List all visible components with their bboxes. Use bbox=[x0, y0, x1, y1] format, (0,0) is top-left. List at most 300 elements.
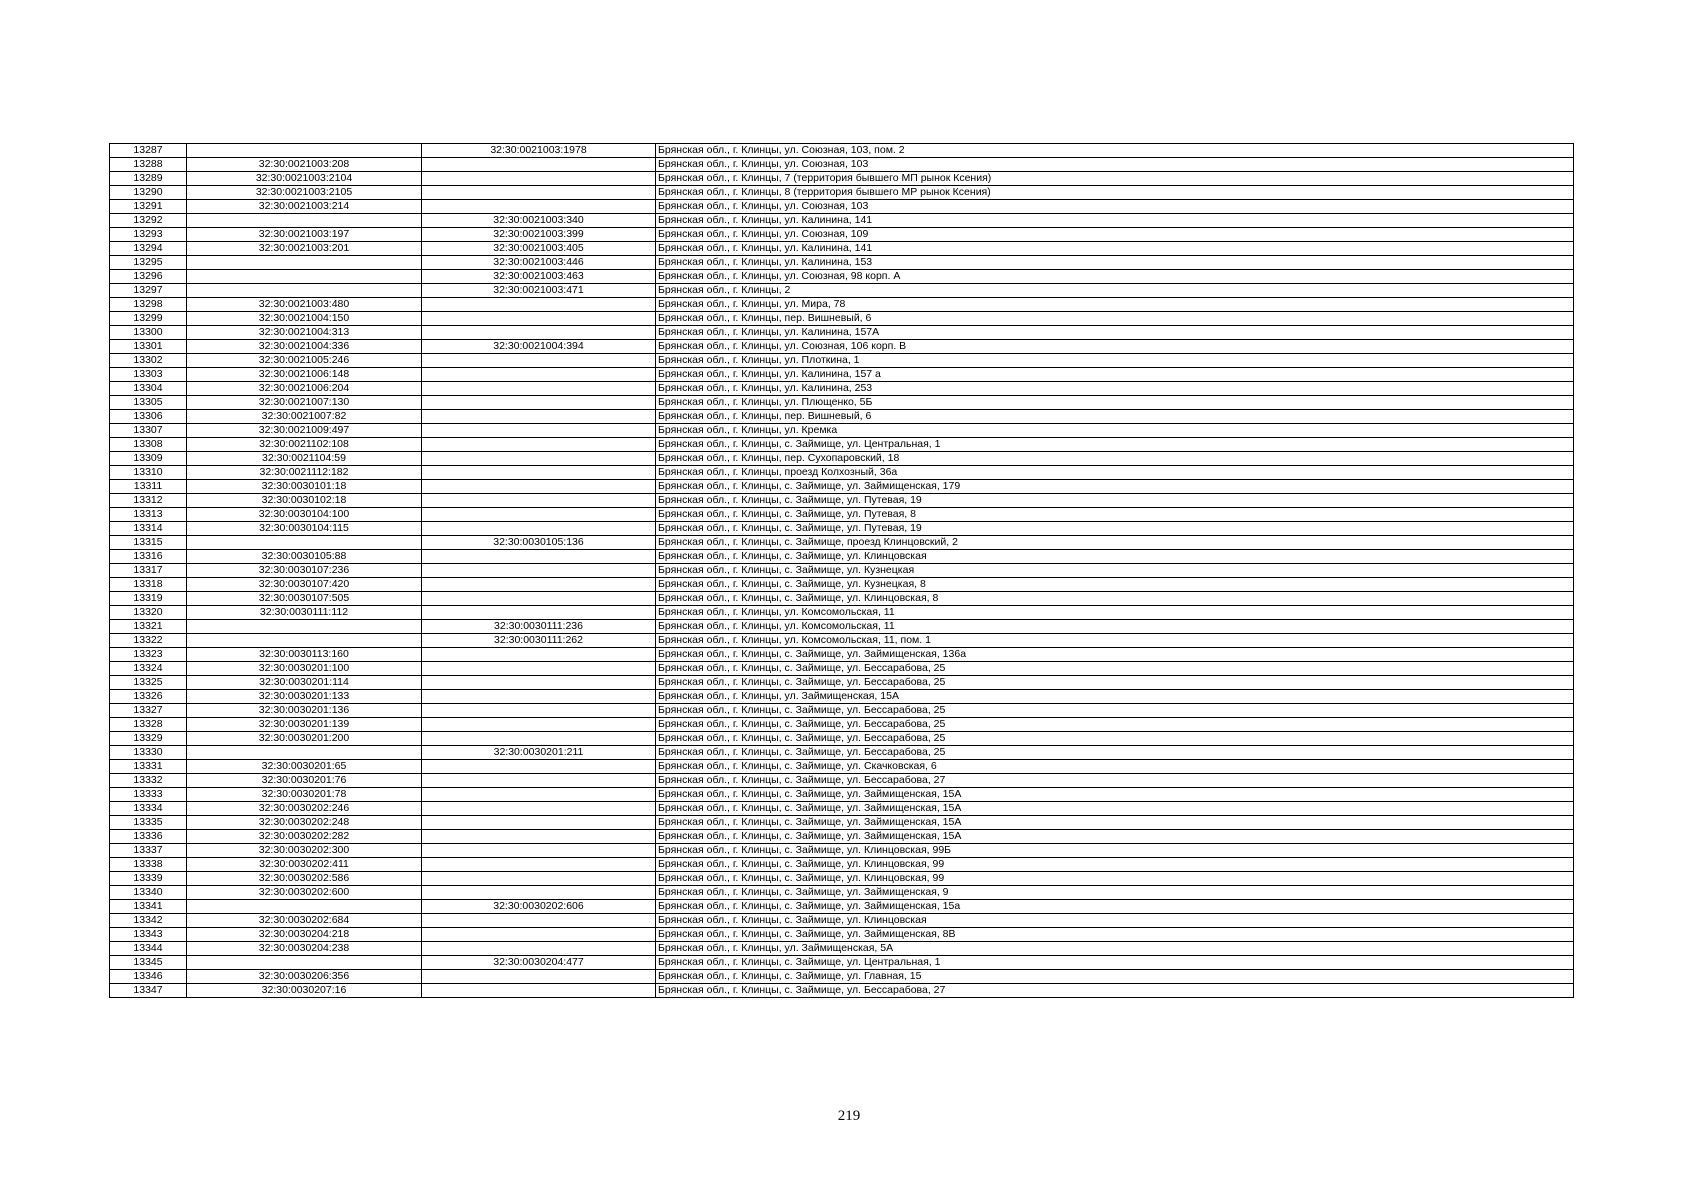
address-cell: Брянская обл., г. Клинцы, 7 (территория бывшего МП рынок Ксения) bbox=[656, 172, 1574, 186]
row-number-cell: 13298 bbox=[110, 298, 187, 312]
cadastral-number-cell: 32:30:0021003:480 bbox=[187, 298, 422, 312]
address-cell: Брянская обл., г. Клинцы, с. Займище, ул. Бессарабова, 25 bbox=[656, 718, 1574, 732]
row-number-cell: 13307 bbox=[110, 424, 187, 438]
address-cell: Брянская обл., г. Клинцы, с. Займище, ул. Займищенская, 15А bbox=[656, 802, 1574, 816]
table-row bbox=[110, 774, 1574, 788]
building-cadastral-number-cell bbox=[422, 760, 656, 774]
building-cadastral-number-cell: 32:30:0021003:471 bbox=[422, 284, 656, 298]
address-cell: Брянская обл., г. Клинцы, с. Займище, ул. Бессарабова, 27 bbox=[656, 774, 1574, 788]
address-cell: Брянская обл., г. Клинцы, с. Займище, ул. Займищенская, 15а bbox=[656, 900, 1574, 914]
table-row bbox=[110, 368, 1574, 382]
building-cadastral-number-cell bbox=[422, 326, 656, 340]
table-row bbox=[110, 242, 1574, 256]
cadastral-number-cell: 32:30:0030113:160 bbox=[187, 648, 422, 662]
row-number-cell: 13303 bbox=[110, 368, 187, 382]
table-row bbox=[110, 676, 1574, 690]
address-cell: Брянская обл., г. Клинцы, ул. Плющенко, 5Б bbox=[656, 396, 1574, 410]
address-cell: Брянская обл., г. Клинцы, пер. Сухопаровский, 18 bbox=[656, 452, 1574, 466]
table-row bbox=[110, 956, 1574, 970]
table-row bbox=[110, 508, 1574, 522]
building-cadastral-number-cell bbox=[422, 858, 656, 872]
address-cell: Брянская обл., г. Клинцы, с. Займище, ул. Клинцовская bbox=[656, 550, 1574, 564]
cadastral-number-cell bbox=[187, 634, 422, 648]
registry-table-body bbox=[110, 144, 1574, 998]
address-cell: Брянская обл., г. Клинцы, с. Займище, ул. Займищенская, 15А bbox=[656, 788, 1574, 802]
table-row bbox=[110, 648, 1574, 662]
row-number-cell: 13295 bbox=[110, 256, 187, 270]
address-cell: Брянская обл., г. Клинцы, с. Займище, ул. Бессарабова, 25 bbox=[656, 704, 1574, 718]
address-cell: Брянская обл., г. Клинцы, с. Займище, ул. Займищенская, 9 bbox=[656, 886, 1574, 900]
address-cell: Брянская обл., г. Клинцы, с. Займище, ул. Кузнецкая, 8 bbox=[656, 578, 1574, 592]
row-number-cell: 13343 bbox=[110, 928, 187, 942]
building-cadastral-number-cell: 32:30:0021003:405 bbox=[422, 242, 656, 256]
building-cadastral-number-cell bbox=[422, 382, 656, 396]
row-number-cell: 13305 bbox=[110, 396, 187, 410]
building-cadastral-number-cell bbox=[422, 732, 656, 746]
cadastral-number-cell: 32:30:0030107:236 bbox=[187, 564, 422, 578]
cadastral-number-cell: 32:30:0030201:139 bbox=[187, 718, 422, 732]
row-number-cell: 13330 bbox=[110, 746, 187, 760]
row-number-cell: 13320 bbox=[110, 606, 187, 620]
address-cell: Брянская обл., г. Клинцы, с. Займище, проезд Клинцовский, 2 bbox=[656, 536, 1574, 550]
cadastral-number-cell bbox=[187, 214, 422, 228]
address-cell: Брянская обл., г. Клинцы, 8 (территория бывшего МР рынок Ксения) bbox=[656, 186, 1574, 200]
row-number-cell: 13310 bbox=[110, 466, 187, 480]
row-number-cell: 13346 bbox=[110, 970, 187, 984]
cadastral-number-cell bbox=[187, 620, 422, 634]
building-cadastral-number-cell bbox=[422, 984, 656, 998]
building-cadastral-number-cell bbox=[422, 522, 656, 536]
row-number-cell: 13342 bbox=[110, 914, 187, 928]
address-cell: Брянская обл., г. Клинцы, ул. Союзная, 106 корп. В bbox=[656, 340, 1574, 354]
building-cadastral-number-cell: 32:30:0021003:1978 bbox=[422, 144, 656, 158]
building-cadastral-number-cell bbox=[422, 606, 656, 620]
cadastral-number-cell: 32:30:0030107:420 bbox=[187, 578, 422, 592]
address-cell: Брянская обл., г. Клинцы, ул. Калинина, 157А bbox=[656, 326, 1574, 340]
table-row bbox=[110, 928, 1574, 942]
table-row bbox=[110, 872, 1574, 886]
building-cadastral-number-cell bbox=[422, 466, 656, 480]
building-cadastral-number-cell bbox=[422, 816, 656, 830]
building-cadastral-number-cell bbox=[422, 872, 656, 886]
building-cadastral-number-cell: 32:30:0030202:606 bbox=[422, 900, 656, 914]
cadastral-number-cell bbox=[187, 144, 422, 158]
table-row bbox=[110, 606, 1574, 620]
building-cadastral-number-cell bbox=[422, 648, 656, 662]
address-cell: Брянская обл., г. Клинцы, с. Займище, ул. Путевая, 19 bbox=[656, 494, 1574, 508]
cadastral-number-cell: 32:30:0021003:2104 bbox=[187, 172, 422, 186]
address-cell: Брянская обл., г. Клинцы, с. Займище, ул. Клинцовская, 99Б bbox=[656, 844, 1574, 858]
building-cadastral-number-cell bbox=[422, 452, 656, 466]
address-cell: Брянская обл., г. Клинцы, ул. Калинина, 153 bbox=[656, 256, 1574, 270]
address-cell: Брянская обл., г. Клинцы, с. Займище, ул. Бессарабова, 25 bbox=[656, 746, 1574, 760]
building-cadastral-number-cell bbox=[422, 802, 656, 816]
building-cadastral-number-cell bbox=[422, 172, 656, 186]
row-number-cell: 13326 bbox=[110, 690, 187, 704]
address-cell: Брянская обл., г. Клинцы, ул. Калинина, 157 а bbox=[656, 368, 1574, 382]
cadastral-number-cell: 32:30:0021112:182 bbox=[187, 466, 422, 480]
row-number-cell: 13304 bbox=[110, 382, 187, 396]
row-number-cell: 13308 bbox=[110, 438, 187, 452]
cadastral-number-cell: 32:30:0030104:115 bbox=[187, 522, 422, 536]
table-row bbox=[110, 396, 1574, 410]
building-cadastral-number-cell bbox=[422, 662, 656, 676]
table-row bbox=[110, 340, 1574, 354]
table-row bbox=[110, 452, 1574, 466]
cadastral-number-cell: 32:30:0021007:82 bbox=[187, 410, 422, 424]
address-cell: Брянская обл., г. Клинцы, с. Займище, ул. Бессарабова, 25 bbox=[656, 732, 1574, 746]
table-row bbox=[110, 200, 1574, 214]
address-cell: Брянская обл., г. Клинцы, с. Займище, ул. Займищенская, 15А bbox=[656, 816, 1574, 830]
table-row bbox=[110, 788, 1574, 802]
address-cell: Брянская обл., г. Клинцы, с. Займище, ул. Бессарабова, 27 bbox=[656, 984, 1574, 998]
row-number-cell: 13316 bbox=[110, 550, 187, 564]
address-cell: Брянская обл., г. Клинцы, пер. Вишневый, 6 bbox=[656, 312, 1574, 326]
building-cadastral-number-cell bbox=[422, 718, 656, 732]
row-number-cell: 13318 bbox=[110, 578, 187, 592]
table-row bbox=[110, 256, 1574, 270]
building-cadastral-number-cell: 32:30:0021003:463 bbox=[422, 270, 656, 284]
table-row bbox=[110, 298, 1574, 312]
building-cadastral-number-cell bbox=[422, 298, 656, 312]
building-cadastral-number-cell bbox=[422, 354, 656, 368]
row-number-cell: 13338 bbox=[110, 858, 187, 872]
table-row bbox=[110, 466, 1574, 480]
building-cadastral-number-cell: 32:30:0030105:136 bbox=[422, 536, 656, 550]
cadastral-number-cell: 32:30:0021003:214 bbox=[187, 200, 422, 214]
row-number-cell: 13336 bbox=[110, 830, 187, 844]
row-number-cell: 13301 bbox=[110, 340, 187, 354]
cadastral-number-cell: 32:30:0021006:148 bbox=[187, 368, 422, 382]
property-registry-table bbox=[109, 143, 1574, 998]
building-cadastral-number-cell bbox=[422, 508, 656, 522]
cadastral-number-cell: 32:30:0030206:356 bbox=[187, 970, 422, 984]
table-row bbox=[110, 494, 1574, 508]
table-row bbox=[110, 886, 1574, 900]
cadastral-number-cell: 32:30:0030201:65 bbox=[187, 760, 422, 774]
building-cadastral-number-cell bbox=[422, 158, 656, 172]
building-cadastral-number-cell bbox=[422, 424, 656, 438]
address-cell: Брянская обл., г. Клинцы, ул. Займищенская, 15А bbox=[656, 690, 1574, 704]
building-cadastral-number-cell bbox=[422, 410, 656, 424]
cadastral-number-cell: 32:30:0021003:2105 bbox=[187, 186, 422, 200]
address-cell: Брянская обл., г. Клинцы, пер. Вишневый, 6 bbox=[656, 410, 1574, 424]
table-row bbox=[110, 662, 1574, 676]
row-number-cell: 13312 bbox=[110, 494, 187, 508]
row-number-cell: 13323 bbox=[110, 648, 187, 662]
row-number-cell: 13291 bbox=[110, 200, 187, 214]
table-row bbox=[110, 270, 1574, 284]
cadastral-number-cell: 32:30:0021003:197 bbox=[187, 228, 422, 242]
table-row bbox=[110, 900, 1574, 914]
cadastral-number-cell: 32:30:0021004:150 bbox=[187, 312, 422, 326]
building-cadastral-number-cell bbox=[422, 550, 656, 564]
cadastral-number-cell bbox=[187, 270, 422, 284]
building-cadastral-number-cell bbox=[422, 578, 656, 592]
table-row bbox=[110, 480, 1574, 494]
cadastral-number-cell bbox=[187, 746, 422, 760]
building-cadastral-number-cell bbox=[422, 886, 656, 900]
building-cadastral-number-cell: 32:30:0021003:446 bbox=[422, 256, 656, 270]
building-cadastral-number-cell bbox=[422, 592, 656, 606]
row-number-cell: 13289 bbox=[110, 172, 187, 186]
row-number-cell: 13331 bbox=[110, 760, 187, 774]
row-number-cell: 13347 bbox=[110, 984, 187, 998]
address-cell: Брянская обл., г. Клинцы, с. Займище, ул. Клинцовская, 8 bbox=[656, 592, 1574, 606]
address-cell: Брянская обл., г. Клинцы, ул. Союзная, 109 bbox=[656, 228, 1574, 242]
table-row bbox=[110, 984, 1574, 998]
cadastral-number-cell: 32:30:0030105:88 bbox=[187, 550, 422, 564]
table-row bbox=[110, 438, 1574, 452]
building-cadastral-number-cell bbox=[422, 774, 656, 788]
cadastral-number-cell: 32:30:0030202:600 bbox=[187, 886, 422, 900]
building-cadastral-number-cell bbox=[422, 312, 656, 326]
address-cell: Брянская обл., г. Клинцы, с. Займище, ул. Путевая, 19 bbox=[656, 522, 1574, 536]
table-row bbox=[110, 732, 1574, 746]
address-cell: Брянская обл., г. Клинцы, проезд Колхозный, 36а bbox=[656, 466, 1574, 480]
row-number-cell: 13328 bbox=[110, 718, 187, 732]
cadastral-number-cell: 32:30:0030107:505 bbox=[187, 592, 422, 606]
building-cadastral-number-cell: 32:30:0030111:262 bbox=[422, 634, 656, 648]
row-number-cell: 13300 bbox=[110, 326, 187, 340]
table-row bbox=[110, 746, 1574, 760]
cadastral-number-cell: 32:30:0030202:684 bbox=[187, 914, 422, 928]
address-cell: Брянская обл., г. Клинцы, ул. Калинина, 253 bbox=[656, 382, 1574, 396]
address-cell: Брянская обл., г. Клинцы, с. Займище, ул. Займищенская, 136а bbox=[656, 648, 1574, 662]
cadastral-number-cell: 32:30:0021005:246 bbox=[187, 354, 422, 368]
row-number-cell: 13337 bbox=[110, 844, 187, 858]
table-row bbox=[110, 382, 1574, 396]
row-number-cell: 13322 bbox=[110, 634, 187, 648]
address-cell: Брянская обл., г. Клинцы, с. Займище, ул. Скачковская, 6 bbox=[656, 760, 1574, 774]
table-row bbox=[110, 970, 1574, 984]
table-row bbox=[110, 578, 1574, 592]
table-row bbox=[110, 312, 1574, 326]
row-number-cell: 13345 bbox=[110, 956, 187, 970]
address-cell: Брянская обл., г. Клинцы, ул. Калинина, 141 bbox=[656, 214, 1574, 228]
table-row bbox=[110, 410, 1574, 424]
cadastral-number-cell: 32:30:0030201:114 bbox=[187, 676, 422, 690]
row-number-cell: 13288 bbox=[110, 158, 187, 172]
building-cadastral-number-cell bbox=[422, 844, 656, 858]
address-cell: Брянская обл., г. Клинцы, ул. Займищенская, 5А bbox=[656, 942, 1574, 956]
address-cell: Брянская обл., г. Клинцы, ул. Союзная, 103 bbox=[656, 200, 1574, 214]
cadastral-number-cell: 32:30:0021003:208 bbox=[187, 158, 422, 172]
address-cell: Брянская обл., г. Клинцы, ул. Союзная, 103, пом. 2 bbox=[656, 144, 1574, 158]
address-cell: Брянская обл., г. Клинцы, ул. Мира, 78 bbox=[656, 298, 1574, 312]
cadastral-number-cell: 32:30:0021009:497 bbox=[187, 424, 422, 438]
address-cell: Брянская обл., г. Клинцы, с. Займище, ул. Центральная, 1 bbox=[656, 956, 1574, 970]
cadastral-number-cell: 32:30:0030102:18 bbox=[187, 494, 422, 508]
row-number-cell: 13332 bbox=[110, 774, 187, 788]
table-row bbox=[110, 172, 1574, 186]
row-number-cell: 13315 bbox=[110, 536, 187, 550]
cadastral-number-cell: 32:30:0030201:133 bbox=[187, 690, 422, 704]
table-row bbox=[110, 522, 1574, 536]
address-cell: Брянская обл., г. Клинцы, ул. Союзная, 98 корп. А bbox=[656, 270, 1574, 284]
table-row bbox=[110, 186, 1574, 200]
table-row bbox=[110, 144, 1574, 158]
row-number-cell: 13321 bbox=[110, 620, 187, 634]
address-cell: Брянская обл., г. Клинцы, ул. Комсомольская, 11 bbox=[656, 606, 1574, 620]
table-row bbox=[110, 228, 1574, 242]
building-cadastral-number-cell bbox=[422, 830, 656, 844]
table-row bbox=[110, 816, 1574, 830]
building-cadastral-number-cell: 32:30:0021004:394 bbox=[422, 340, 656, 354]
cadastral-number-cell bbox=[187, 256, 422, 270]
cadastral-number-cell: 32:30:0030202:282 bbox=[187, 830, 422, 844]
building-cadastral-number-cell bbox=[422, 494, 656, 508]
row-number-cell: 13334 bbox=[110, 802, 187, 816]
row-number-cell: 13287 bbox=[110, 144, 187, 158]
building-cadastral-number-cell bbox=[422, 942, 656, 956]
table-row bbox=[110, 690, 1574, 704]
address-cell: Брянская обл., г. Клинцы, ул. Союзная, 103 bbox=[656, 158, 1574, 172]
cadastral-number-cell: 32:30:0021104:59 bbox=[187, 452, 422, 466]
address-cell: Брянская обл., г. Клинцы, с. Займище, ул. Бессарабова, 25 bbox=[656, 662, 1574, 676]
address-cell: Брянская обл., г. Клинцы, ул. Комсомольская, 11 bbox=[656, 620, 1574, 634]
row-number-cell: 13344 bbox=[110, 942, 187, 956]
cadastral-number-cell: 32:30:0030204:218 bbox=[187, 928, 422, 942]
row-number-cell: 13314 bbox=[110, 522, 187, 536]
table-row bbox=[110, 914, 1574, 928]
table-row bbox=[110, 536, 1574, 550]
row-number-cell: 13324 bbox=[110, 662, 187, 676]
row-number-cell: 13313 bbox=[110, 508, 187, 522]
row-number-cell: 13306 bbox=[110, 410, 187, 424]
row-number-cell: 13329 bbox=[110, 732, 187, 746]
building-cadastral-number-cell: 32:30:0021003:399 bbox=[422, 228, 656, 242]
cadastral-number-cell: 32:30:0030202:300 bbox=[187, 844, 422, 858]
building-cadastral-number-cell bbox=[422, 564, 656, 578]
table-row bbox=[110, 564, 1574, 578]
row-number-cell: 13341 bbox=[110, 900, 187, 914]
building-cadastral-number-cell bbox=[422, 704, 656, 718]
page-number: 219 bbox=[837, 1108, 861, 1124]
row-number-cell: 13319 bbox=[110, 592, 187, 606]
row-number-cell: 13311 bbox=[110, 480, 187, 494]
table-row bbox=[110, 326, 1574, 340]
table-row bbox=[110, 830, 1574, 844]
row-number-cell: 13302 bbox=[110, 354, 187, 368]
cadastral-number-cell: 32:30:0030201:100 bbox=[187, 662, 422, 676]
table-row bbox=[110, 634, 1574, 648]
row-number-cell: 13292 bbox=[110, 214, 187, 228]
address-cell: Брянская обл., г. Клинцы, с. Займище, ул. Клинцовская bbox=[656, 914, 1574, 928]
row-number-cell: 13297 bbox=[110, 284, 187, 298]
building-cadastral-number-cell bbox=[422, 970, 656, 984]
table-row bbox=[110, 592, 1574, 606]
table-row bbox=[110, 214, 1574, 228]
building-cadastral-number-cell bbox=[422, 914, 656, 928]
row-number-cell: 13309 bbox=[110, 452, 187, 466]
table-row bbox=[110, 158, 1574, 172]
building-cadastral-number-cell bbox=[422, 676, 656, 690]
building-cadastral-number-cell bbox=[422, 186, 656, 200]
address-cell: Брянская обл., г. Клинцы, с. Займище, ул. Путевая, 8 bbox=[656, 508, 1574, 522]
address-cell: Брянская обл., г. Клинцы, с. Займище, ул. Займищенская, 15А bbox=[656, 830, 1574, 844]
cadastral-number-cell: 32:30:0030201:136 bbox=[187, 704, 422, 718]
building-cadastral-number-cell bbox=[422, 396, 656, 410]
address-cell: Брянская обл., г. Клинцы, ул. Кремка bbox=[656, 424, 1574, 438]
cadastral-number-cell: 32:30:0030202:246 bbox=[187, 802, 422, 816]
table-row bbox=[110, 620, 1574, 634]
cadastral-number-cell: 32:30:0030207:16 bbox=[187, 984, 422, 998]
table-row bbox=[110, 718, 1574, 732]
row-number-cell: 13340 bbox=[110, 886, 187, 900]
building-cadastral-number-cell bbox=[422, 480, 656, 494]
building-cadastral-number-cell bbox=[422, 200, 656, 214]
building-cadastral-number-cell: 32:30:0030204:477 bbox=[422, 956, 656, 970]
address-cell: Брянская обл., г. Клинцы, 2 bbox=[656, 284, 1574, 298]
row-number-cell: 13325 bbox=[110, 676, 187, 690]
cadastral-number-cell bbox=[187, 284, 422, 298]
cadastral-number-cell: 32:30:0021004:313 bbox=[187, 326, 422, 340]
cadastral-number-cell: 32:30:0030202:248 bbox=[187, 816, 422, 830]
table-row bbox=[110, 354, 1574, 368]
address-cell: Брянская обл., г. Клинцы, с. Займище, ул. Займищенская, 8В bbox=[656, 928, 1574, 942]
table-row bbox=[110, 424, 1574, 438]
row-number-cell: 13317 bbox=[110, 564, 187, 578]
row-number-cell: 13294 bbox=[110, 242, 187, 256]
cadastral-number-cell: 32:30:0030201:78 bbox=[187, 788, 422, 802]
building-cadastral-number-cell bbox=[422, 438, 656, 452]
table-row bbox=[110, 760, 1574, 774]
row-number-cell: 13333 bbox=[110, 788, 187, 802]
row-number-cell: 13296 bbox=[110, 270, 187, 284]
table-row bbox=[110, 942, 1574, 956]
table-row bbox=[110, 284, 1574, 298]
cadastral-number-cell bbox=[187, 956, 422, 970]
building-cadastral-number-cell: 32:30:0030111:236 bbox=[422, 620, 656, 634]
address-cell: Брянская обл., г. Клинцы, с. Займище, ул. Клинцовская, 99 bbox=[656, 858, 1574, 872]
cadastral-number-cell: 32:30:0030111:112 bbox=[187, 606, 422, 620]
address-cell: Брянская обл., г. Клинцы, с. Займище, ул. Клинцовская, 99 bbox=[656, 872, 1574, 886]
cadastral-number-cell: 32:30:0030104:100 bbox=[187, 508, 422, 522]
row-number-cell: 13290 bbox=[110, 186, 187, 200]
building-cadastral-number-cell bbox=[422, 928, 656, 942]
table-row bbox=[110, 704, 1574, 718]
address-cell: Брянская обл., г. Клинцы, ул. Плоткина, 1 bbox=[656, 354, 1574, 368]
building-cadastral-number-cell bbox=[422, 788, 656, 802]
cadastral-number-cell: 32:30:0030202:411 bbox=[187, 858, 422, 872]
cadastral-number-cell: 32:30:0030201:200 bbox=[187, 732, 422, 746]
address-cell: Брянская обл., г. Клинцы, с. Займище, ул. Займищенская, 179 bbox=[656, 480, 1574, 494]
building-cadastral-number-cell bbox=[422, 690, 656, 704]
cadastral-number-cell: 32:30:0021006:204 bbox=[187, 382, 422, 396]
cadastral-number-cell: 32:30:0030202:586 bbox=[187, 872, 422, 886]
cadastral-number-cell: 32:30:0021102:108 bbox=[187, 438, 422, 452]
building-cadastral-number-cell: 32:30:0021003:340 bbox=[422, 214, 656, 228]
address-cell: Брянская обл., г. Клинцы, ул. Калинина, 141 bbox=[656, 242, 1574, 256]
cadastral-number-cell bbox=[187, 536, 422, 550]
table-row bbox=[110, 802, 1574, 816]
table-row bbox=[110, 844, 1574, 858]
cadastral-number-cell: 32:30:0021003:201 bbox=[187, 242, 422, 256]
cadastral-number-cell: 32:30:0021007:130 bbox=[187, 396, 422, 410]
table-row bbox=[110, 858, 1574, 872]
row-number-cell: 13339 bbox=[110, 872, 187, 886]
address-cell: Брянская обл., г. Клинцы, с. Займище, ул. Бессарабова, 25 bbox=[656, 676, 1574, 690]
address-cell: Брянская обл., г. Клинцы, ул. Комсомольская, 11, пом. 1 bbox=[656, 634, 1574, 648]
address-cell: Брянская обл., г. Клинцы, с. Займище, ул. Центральная, 1 bbox=[656, 438, 1574, 452]
address-cell: Брянская обл., г. Клинцы, с. Займище, ул. Кузнецкая bbox=[656, 564, 1574, 578]
row-number-cell: 13299 bbox=[110, 312, 187, 326]
row-number-cell: 13293 bbox=[110, 228, 187, 242]
cadastral-number-cell: 32:30:0030101:18 bbox=[187, 480, 422, 494]
building-cadastral-number-cell: 32:30:0030201:211 bbox=[422, 746, 656, 760]
building-cadastral-number-cell bbox=[422, 368, 656, 382]
